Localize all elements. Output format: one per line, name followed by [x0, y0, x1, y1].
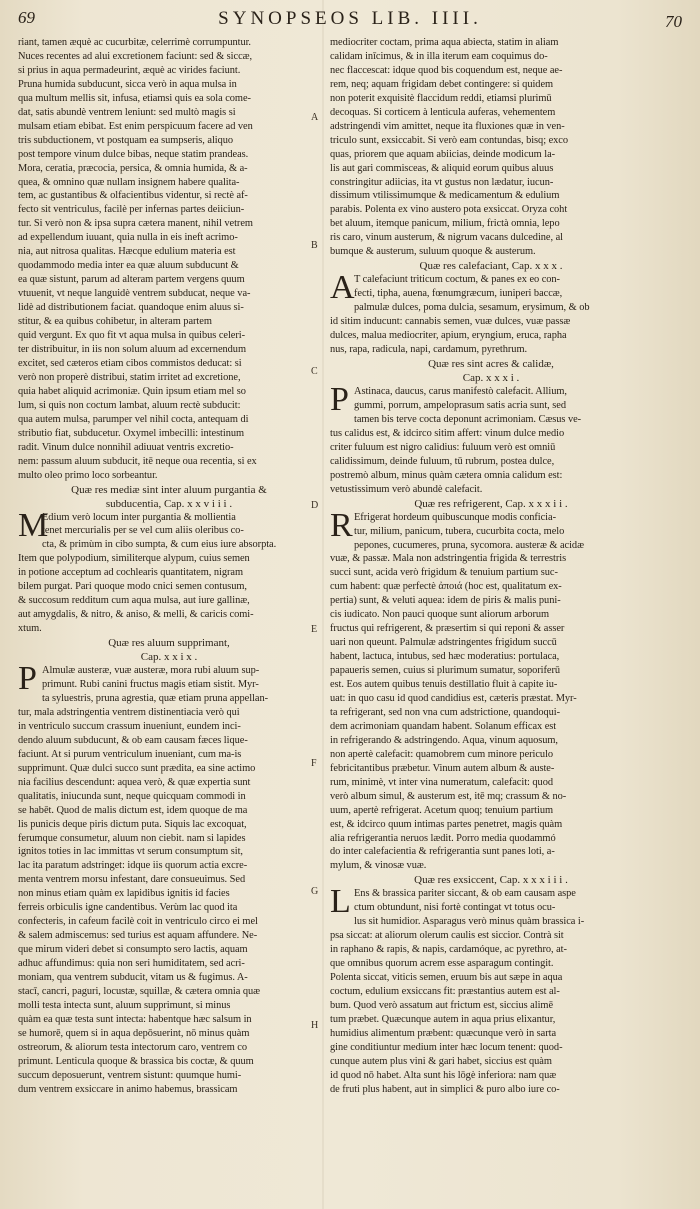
paragraph-28 — [18, 506, 320, 637]
text-line: T calefaciunt triticum coctum, & panes ex eo con- — [354, 274, 560, 286]
text-line: tum præbet. Quæcunque autem in aqua prius elixantur, — [330, 1013, 556, 1025]
text-line: gummi, porrum, ampeloprasum satis acria sunt, sed — [354, 399, 566, 411]
text-line: est, & idcirco quum intimas partes penetret, magis quàm — [330, 818, 563, 830]
text-line: dum ventrem exsiccare in animo habemus, brassicam — [18, 1083, 238, 1095]
chapter-heading-28-number: subducentia, Cap. x x v i i i . — [105, 497, 233, 510]
paragraph-29 — [18, 660, 320, 1097]
text-line: ctum obtundunt, nisi fortè contingat vt totus ocu- — [354, 902, 556, 914]
text-line: quia habet aliquid acrimoniæ. Quin ipsum etiam mel so — [18, 385, 246, 397]
text-line: alia refrigerantia neruos lædit. Porro media quodammó — [330, 832, 556, 844]
text-line: id quod nō habet. Alta sunt his lōgè inferiora: nam quæ — [330, 1069, 557, 1081]
text-line: humidius alimentum præbent: quæcunque verò in sarta — [330, 1027, 557, 1039]
text-line: Astinaca, daucus, carus manifestò calefacit. Allium, — [354, 385, 567, 397]
text-line: coctum, edulium exsiccans fit: præstantius autem est al- — [330, 986, 560, 998]
text-line: lidè ad distributionem faciat. quandoque enim aluus si- — [18, 302, 244, 314]
text-line: tur, mala adstringentia ventrem distinentiacia verò qui — [18, 706, 240, 718]
dropcap-l: L — [330, 883, 351, 921]
text-line: de fruti plus habent, aut in simplici & puro albo iure co- — [330, 1083, 560, 1095]
text-line: non poterit exquisitè flaccidum reddi, etiamsi plurimū — [330, 92, 552, 104]
page-header — [18, 8, 682, 34]
text-line: xtum. — [18, 623, 42, 635]
text-line: nec flaccescat: idque quod bis coquendum est, neque ae- — [330, 64, 563, 76]
paragraph-33 — [330, 883, 652, 1096]
text-line: cunque autem plus vini & gari habet, siccius est quàm — [330, 1055, 552, 1067]
gutter — [322, 0, 324, 1209]
text-line: pepones, cucumeres, pruna, sycomora. austeræ & acidæ — [354, 539, 584, 551]
paragraph-30 — [330, 269, 652, 357]
left-column — [18, 36, 320, 1186]
text-line: ignitos toties in lac immittas vt serum consumptum sit, — [18, 846, 243, 858]
text-line: quàm ea quæ testa sunt intecta: habentque hæc salsum in — [18, 1013, 252, 1025]
text-line: vetustissimum verò abundè calefacit. — [330, 483, 483, 495]
text-line: ta refrigerant, sed non vna cum adstrictione, quandoqui- — [330, 706, 561, 718]
text-line: post tempore vinum dulce bibas, neque statim prandeas. — [18, 148, 249, 160]
page-number-left: 69 — [18, 8, 35, 27]
text-line: se humorē, quem si in aqua depōsuerint, nō minus quàm — [18, 1027, 250, 1039]
text-line: fecti, tipha, auena, fœnumgræcum, iuniperi baccæ, — [354, 288, 563, 300]
text-line: uat: in quo casu id quod candidius est, cæteris præstat. Myr- — [330, 692, 577, 704]
text-line: Pruna humida subducunt, sicca verò in aqua mulsa in — [18, 78, 237, 90]
paragraph-continuation-right — [330, 36, 652, 259]
chapter-heading-32: Quæ res refrigerent, Cap. x x x i i . — [414, 497, 568, 510]
text-line: dendo aluum subducunt, & ob eam causam fæces lique- — [18, 734, 248, 746]
text-line: qua autem mulsa, parumper vel nihil cocta, antequam di — [18, 413, 249, 425]
paragraph-32 — [330, 506, 652, 874]
margin-letter-g: G — [311, 886, 319, 897]
text-line: excitet, sed cæteros etiam cibos commistos deducat: si — [18, 357, 242, 369]
text-line: habent, lactuca, intubus, sed hæc moderatius: portulaca, — [330, 651, 560, 663]
text-line: fructus qui refrigerent, & præsertim si qui reponi & asser — [330, 623, 565, 635]
text-line: postremò album, minus quàm cætera omnia calidum est: — [330, 469, 563, 481]
text-line: non minus etiam quàm ex lapidibus ignitis id facies — [18, 888, 230, 900]
paragraph-continuation — [18, 36, 320, 483]
margin-letter-c: C — [311, 366, 318, 377]
text-line: verò album simul, & austerum est, itē mq; crassum & no- — [330, 790, 567, 802]
text-line: tur. Si verò non & ipsa supra cætera manent, nihil vetrem — [18, 218, 253, 230]
text-line: nem: passum aluum subducit, itē neque oua recentia, si ex — [18, 455, 257, 467]
chapter-heading-31-number: Cap. x x x i . — [462, 371, 520, 384]
text-line: moniam, qua ventrem subducit, vitam us & fugimus. A- — [18, 972, 248, 984]
dropcap-m: M — [18, 506, 49, 544]
text-line: Ens & brassica pariter siccant, & ob eam causam aspe — [354, 888, 576, 900]
text-line: rem, neq; aquam frigidam debet contingere: si quidem — [330, 78, 554, 90]
chapter-heading-31: Quæ res sint acres & calidæ, — [428, 357, 554, 370]
chapter-heading-33: Quæ res exsiccent, Cap. x x x i i i . — [414, 874, 568, 887]
text-line: stitur, & ea quibus cohibetur, in alteram partem — [18, 316, 212, 328]
chapter-heading-29-number: Cap. x x i x . — [140, 651, 198, 664]
text-line: Edium verò locum inter purgantia & mollientia — [42, 511, 236, 523]
text-line: vtuuenit, vt neque languidè ventrem subducat, neque va- — [18, 288, 251, 300]
text-line: bumque & austerum, suluum quoque & austerum. — [330, 246, 536, 258]
text-line: si prius in aqua permadeurint, æquè ac virides faciunt. — [18, 64, 241, 76]
text-line: radit. Vinum dulce nonnihil adiuuat ventris excretio- — [18, 441, 234, 453]
text-line: riant, tamen æquè ac cucurbitæ, celerrimè corrumpuntur. — [18, 37, 251, 48]
text-line: qualitatis, iniucunda sunt, neque quicquam commodi in — [18, 790, 246, 802]
text-line: papaueris semen, cuius si plurimum sumatur, soporiferū — [330, 665, 561, 677]
text-line: primunt. Lenticula quoque & brassica bis coctæ, & quum — [18, 1055, 254, 1067]
text-line: molli testa intecta sunt, aluum supprimunt, si minus — [18, 999, 231, 1011]
text-line: ta syluestris, pruna agrestia, quæ etiam pruna appellan- — [42, 692, 269, 704]
chapter-heading-30: Quæ res calefaciant, Cap. x x x . — [419, 260, 563, 273]
text-line: nia facilius descendunt: aquea verò, & quæ expertia sunt — [18, 776, 251, 788]
text-line: ostreorum, & aliorum testa intectorum caro, ventrem co — [18, 1041, 247, 1053]
text-line: faciunt. At si purum ventriculum inueniant, cum ma-is — [18, 748, 242, 760]
text-line: calidam inīcimus, & in illa iterum eam coquimus do- — [330, 50, 548, 62]
text-line: succum deposuerunt, ventrem sistunt: quumque humi- — [18, 1069, 242, 1081]
text-line: stributio fiat, subducetur. Oxymel imbecilli: intestinum — [18, 427, 245, 439]
text-line: tur, milium, panicum, tubera, cucurbita cocta, melo — [354, 525, 565, 537]
margin-letter-b: B — [311, 240, 318, 251]
dropcap-a: A — [330, 269, 355, 307]
text-line: fecto sit ventriculus, facilè per infernas partes deiiciun- — [18, 204, 245, 216]
text-line: id sitim inducunt: cannabis semen, vuæ dulces, vuæ passæ — [330, 316, 571, 328]
text-line: in potione acceptum ad cochlearis quantitatem, nigram — [18, 567, 243, 579]
text-line: lac ita paratum adstringet: idque iis quorum actia excre- — [18, 860, 248, 872]
text-line: tamen bis terve cocta deponunt acrimoniam. Cæsus ve- — [354, 413, 582, 425]
text-line: bet aluum, itemque panicum, milium, frictà omnia, lepo — [330, 218, 560, 230]
text-line: in refrigerando & adstringendo. Aqua, vinum aquosum, — [330, 734, 558, 746]
text-line: dissimum vtilissimumque & medicamentum & edulium — [330, 190, 560, 202]
text-line: calidissimum, deinde fuluum, tū rubrum, postea dulce, — [330, 455, 555, 467]
right-column — [330, 36, 652, 1186]
text-line: lus sit humidior. Asparagus verò minus quàm brassica i- — [354, 916, 585, 928]
text-line: quea, & omnino quæ nullam insignem habere qualita- — [18, 176, 240, 188]
text-line: ferumque consumetur, aluum non ciebit. nam si lapides — [18, 832, 246, 844]
text-line: menta ventrem morsu infestant, dare consueuimus. Sed — [18, 874, 246, 886]
text-line: tus calidus est, & idcirco sitim affert: vinum dulce medio — [330, 427, 565, 439]
text-line: non apertè calefacit: quamobrem cum minore periculo — [330, 748, 554, 760]
text-line: supprimunt. Quæ dulci succo sunt prædita, ea sine actimo — [18, 762, 256, 774]
text-line: febricitantibus præbetur. Vinum autem album & auste- — [330, 762, 555, 774]
text-line: rum, minimè, vt inter vina numeratum, calefacit: quod — [330, 776, 553, 788]
text-line: in raphano & rapis, & napis, cardamóque, ac pyrethro, at- — [330, 944, 567, 956]
text-line: nus, rapa, radicula, napi, cardamum, pyrethrum. — [330, 344, 528, 356]
text-line: mediocriter coctam, prima aqua abiecta, statim in aliam — [330, 37, 559, 48]
text-line: dat, satis abundè ventrem leniunt: sed multò magis si — [18, 106, 236, 118]
text-line: lis punicis deque piris dictum puta. Siquis lac excoquat, — [18, 818, 247, 830]
text-line: adstringendi vim amittet, neque ita fluxiones quæ in ven- — [330, 120, 565, 132]
text-line: multo oleo primo loco sorbeantur. — [18, 469, 158, 481]
text-line: mulsam etiam ebibat. Est enim perspicuum facere ad ven — [18, 120, 253, 132]
margin-letter-h: H — [311, 1020, 319, 1031]
text-line: est. Eos autem quibus tenuis destillatio fluit à capite iu- — [330, 679, 558, 691]
text-line: confecteris, in cafeum facilè coit in ventriculo circo ei mel — [18, 916, 258, 928]
text-line: succi sunt, acida verò frigidum & tenuium partium suc- — [330, 567, 558, 579]
text-line: Efrigerat hordeum quibuscunque modis conficia- — [354, 511, 556, 523]
text-line: palmulæ dulces, poma dulcia, sesamum, erysimum, & ob — [354, 302, 590, 314]
text-line: gine conditiuntur medium inter hæc locum tenent: quod- — [330, 1041, 563, 1053]
text-line: & succosum redditum cum aqua mulsa, aut iure gallinæ, — [18, 595, 250, 607]
text-line: ea quæ sistunt, parum ad alteram partem vergens quum — [18, 274, 245, 286]
text-line: tem, ac gustantibus & olfacientibus videntur, si rectè af- — [18, 190, 248, 202]
text-line: ris caro, vinum austerum, & nigrum vacans dulcedine, al — [330, 232, 563, 244]
text-line: Mora, ceratia, præcocia, persica, & omnia humida, & a- — [18, 162, 248, 174]
text-line: quid vergunt. Ex quo fit vt aqua mulsa in quibus celeri- — [18, 330, 246, 342]
margin-letter-a: A — [311, 112, 319, 123]
text-line: primunt. Rubi canini fructus magis etiam sistit. Myr- — [42, 679, 259, 691]
text-line: cis iudicato. Non pauci quoque sunt aliorum arborum — [330, 609, 550, 621]
margin-letter-d: D — [311, 500, 319, 511]
text-line: do inter calefacientia & refrigerantia sunt panes loti, a- — [330, 846, 555, 858]
text-line: cta, & primùm in cibo sumpta, & cum eius iure absorpta. — [42, 539, 277, 551]
dropcap-p: P — [18, 660, 37, 698]
text-line: in ventriculo succum crassum inueniunt, eundem inci- — [18, 720, 241, 732]
text-line: uum, apertè refrigerat. Acetum quoq; tenuium partium — [330, 804, 554, 816]
text-line: uari non queunt. Palmulæ adstringentes frigidum succū — [330, 637, 557, 649]
text-line: Item que polypodium, similiterque alypum, cuius semen — [18, 553, 250, 565]
text-line: triculo sunt, exsiccabit. Si verò eam contundas, bisq; exco — [330, 134, 568, 146]
text-line: Almulæ austeræ, vuæ austeræ, mora rubi aluum sup- — [42, 665, 260, 677]
text-line: tenet mercurialis per se vel cum aliis oleribus co- — [42, 525, 244, 537]
text-line: vuæ, & passæ. Mala non adstringentia frigida & terrestris — [330, 553, 567, 565]
text-line: quodammodo media inter ea quæ aluum subducunt & — [18, 260, 239, 272]
text-line: psa siccat: at aliorum olerum caulis est siccior. Contrà sit — [330, 930, 564, 942]
text-line: tris subductionem, vt postquam ea sumpseris, aliquo — [18, 134, 234, 146]
page-number-right: 70 — [665, 12, 682, 31]
text-line: verò non properè distribui, statim irritet ad excretione, — [18, 371, 241, 383]
chapter-heading-28: Quæ res mediæ sint inter aluum purgantia & — [71, 483, 267, 496]
text-line: stacī, cancri, paguri, locustæ, squillæ, & cætera omnia quæ — [18, 986, 261, 997]
text-line: que omnibus quorum acrem esse asparagum contingit. — [330, 958, 554, 970]
text-line: dulces, malua mediocriter, apium, eryngium, eruca, rapha — [330, 330, 567, 342]
chapter-heading-29: Quæ res aluum supprimant, — [108, 637, 230, 650]
text-line: nia, aut nitrosa qualitas. Hæcque edulium materia est — [18, 246, 236, 258]
text-line: dem acrimoniam quandam habent. Solanum efficax est — [330, 720, 557, 732]
text-line: & salem admiscemus: sed turius est aquam affundere. Ne- — [18, 930, 258, 942]
text-line: Polenta siccat, viticis semen, eruum bis aut sæpe in aqua — [330, 972, 563, 984]
text-line: parabis. Polenta ex vino austero pota exsiccat. Oryza coht — [330, 204, 568, 216]
text-line: decoquas. Si corticem à lenticula auferas, vehementem — [330, 106, 556, 118]
text-line: ad expellendum iuuant, quia nulla in eis ineft acrimo- — [18, 232, 238, 244]
text-line: adhuc affundimus: quia non seri humiditatem, sed acri- — [18, 958, 245, 970]
text-line: ferreis orbiculis igne candentibus. Verùm lac quod ita — [18, 902, 238, 914]
dropcap-r: R — [330, 506, 353, 544]
text-line: se habēt. Quod de malis dictum est, idem quoque de ma — [18, 804, 248, 816]
text-line: quas, priorem que aquam abiicias, deinde modicum la- — [330, 148, 556, 160]
margin-letter-f: F — [311, 758, 317, 769]
text-line: aut amygdalis, & nitro, & aniso, & melli, & caricis comi- — [18, 609, 254, 621]
text-line: lis aut gari commisceas, & aliquid eorum quibus aluus — [330, 162, 554, 174]
dropcap-p-2: P — [330, 380, 349, 418]
text-line: ter distribuitur, in iis non solum aluum ad excernendum — [18, 343, 246, 355]
text-line: criter fuluum est nigro calidius: fuluum verò est omniū — [330, 441, 556, 453]
text-line: pertia) sunt, & veluti aquea: idem de piris & malis puni- — [330, 595, 561, 607]
paragraph-31 — [330, 380, 652, 497]
margin-letter-e: E — [311, 624, 318, 635]
text-line: que mirum videri debet si consumpto sero lactis, aquam — [18, 944, 248, 956]
text-line: lum, si quis non coctum lambat, aluum rectè subducit: — [18, 399, 241, 411]
text-line: constringitur adiicias, ita vt gustus non lædatur, iucun- — [330, 176, 554, 188]
text-line: Nuces recentes ad alui excretionem faciunt: sed & siccæ, — [18, 50, 253, 62]
text-line: cum habent: quæ perfectè ἀποιά (hoc est, qualitatum ex- — [330, 581, 562, 593]
text-line: bilem purgat. Pari quoque modo cnici semen contusum, — [18, 581, 247, 593]
text-line: qua multum mellis sit, infusa, etiamsi quis ea sola come- — [18, 92, 251, 104]
text-line: bum. Quod verò assatum aut frictum est, siccius alimē — [330, 1000, 554, 1011]
text-line: mylum, & vinosæ vuæ. — [330, 860, 427, 872]
running-title: SYNOPSEOS LIB. IIII. — [218, 8, 482, 29]
